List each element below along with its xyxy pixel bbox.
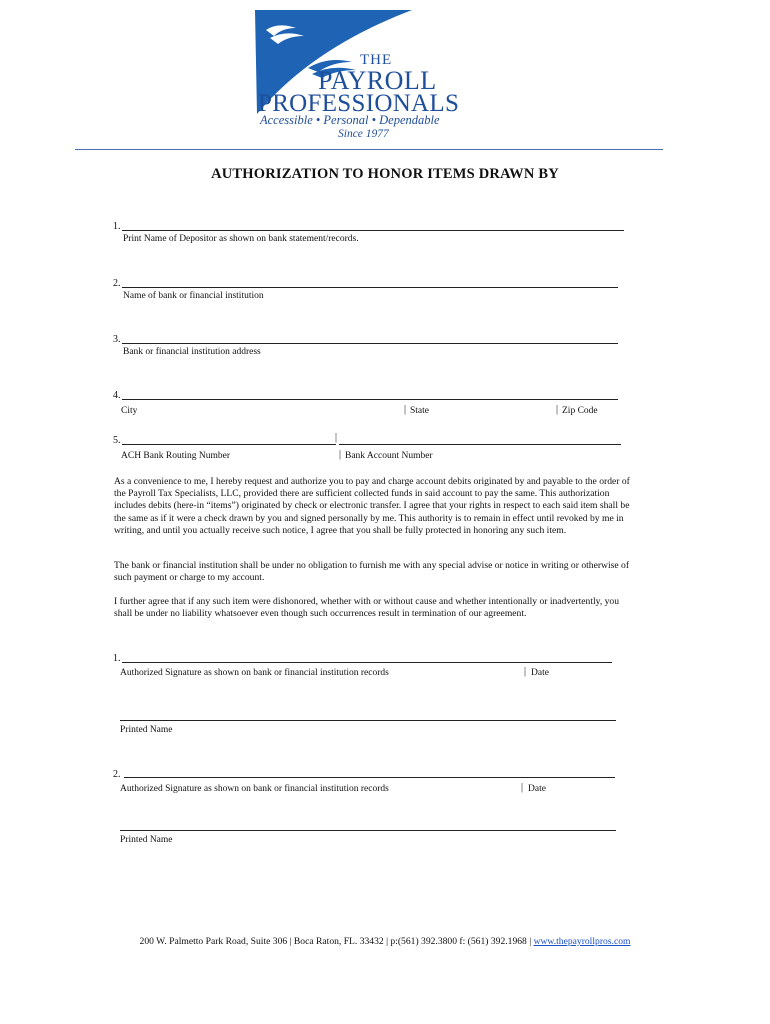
bank-name-label: Name of bank or financial institution (123, 291, 264, 301)
printed-name-1-field[interactable] (120, 720, 616, 721)
dishonor-paragraph: I further agree that if any such item were dishonored, whether with or without cause and whether intentionally or inadvertently, you shall be under no liability whatsoever even though such occurrences result in termination of our agreement. (114, 596, 620, 620)
printed-name-1-label: Printed Name (120, 725, 173, 735)
header-divider (75, 149, 663, 150)
logo-since: Since 1977 (338, 128, 389, 140)
website-link[interactable]: www.thepayrollpros.com (533, 936, 631, 947)
document-title: AUTHORIZATION TO HONOR ITEMS DRAWN BY (211, 166, 559, 182)
account-separator: | (339, 449, 342, 460)
field-4-number: 4. (113, 390, 121, 401)
account-number-field[interactable] (339, 444, 621, 445)
signature-1-number: 1. (113, 653, 121, 664)
footer (0, 936, 770, 947)
bank-address-field[interactable] (122, 343, 618, 344)
signature-1-date-label: Date (531, 668, 549, 678)
routing-number-label: ACH Bank Routing Number (121, 451, 230, 461)
state-label: State (410, 406, 429, 416)
printed-name-2-field[interactable] (120, 830, 616, 831)
routing-account-separator: | (335, 432, 338, 443)
authorization-paragraph: As a convenience to me, I hereby request and authorize you to pay and charge account debits originated by and payable to the order of the Payroll Tax Specialists, LLC, provided there are sufficient collected funds in said account to pay the same. This authorization includes debits (here-in “items”) originated by check or electronic transfer. I agree that your rights in respect to each said item shall be the same as if it were a check drawn by you and signed personally by me. This authority is to remain in effect until revoked by me in writing, and until you actually receive such notice, I agree that you shall be fully protected in honoring any such item. (114, 476, 630, 536)
signature-2-number: 2. (113, 769, 121, 780)
no-obligation-paragraph: The bank or financial institution shall be under no obligation to furnish me with any special advise or notice in writing or otherwise of such payment or charge to my account. (114, 560, 630, 584)
field-5-number: 5. (113, 435, 121, 446)
city-state-zip-field[interactable] (122, 399, 618, 400)
signature-2-date-separator: | (521, 782, 524, 793)
field-2-number: 2. (113, 278, 121, 289)
zip-separator: | (556, 404, 559, 415)
logo-professionals: PROFESSIONALS (258, 90, 460, 117)
logo-the: THE (360, 52, 393, 68)
signature-2-field[interactable] (124, 777, 615, 778)
field-1-number: 1. (113, 221, 121, 232)
printed-name-2-label: Printed Name (120, 835, 173, 845)
city-label: City (121, 406, 138, 416)
bank-address-label: Bank or financial institution address (123, 347, 261, 357)
signature-1-label: Authorized Signature as shown on bank or financial institution records (120, 668, 389, 678)
signature-1-field[interactable] (122, 662, 612, 663)
signature-2-date-label: Date (528, 784, 546, 794)
logo-payroll: PAYROLL (318, 66, 437, 95)
bank-name-field[interactable] (122, 287, 618, 288)
depositor-name-label: Print Name of Depositor as shown on bank statement/records. (123, 234, 359, 244)
logo-tagline: Accessible • Personal • Dependable (260, 113, 440, 127)
signature-2-label: Authorized Signature as shown on bank or financial institution records (120, 784, 389, 794)
footer-address: 200 W. Palmetto Park Road, Suite 306 | Boca Raton, FL. 33432 | p:(561) 392.3800 f: (561) 392.1968 | (139, 936, 534, 947)
state-separator: | (404, 404, 407, 415)
zip-label: Zip Code (562, 406, 598, 416)
company-logo (252, 8, 482, 144)
field-3-number: 3. (113, 334, 121, 345)
depositor-name-field[interactable] (122, 230, 624, 231)
signature-1-date-separator: | (524, 666, 527, 677)
account-number-label: Bank Account Number (345, 451, 433, 461)
routing-number-field[interactable] (122, 444, 336, 445)
